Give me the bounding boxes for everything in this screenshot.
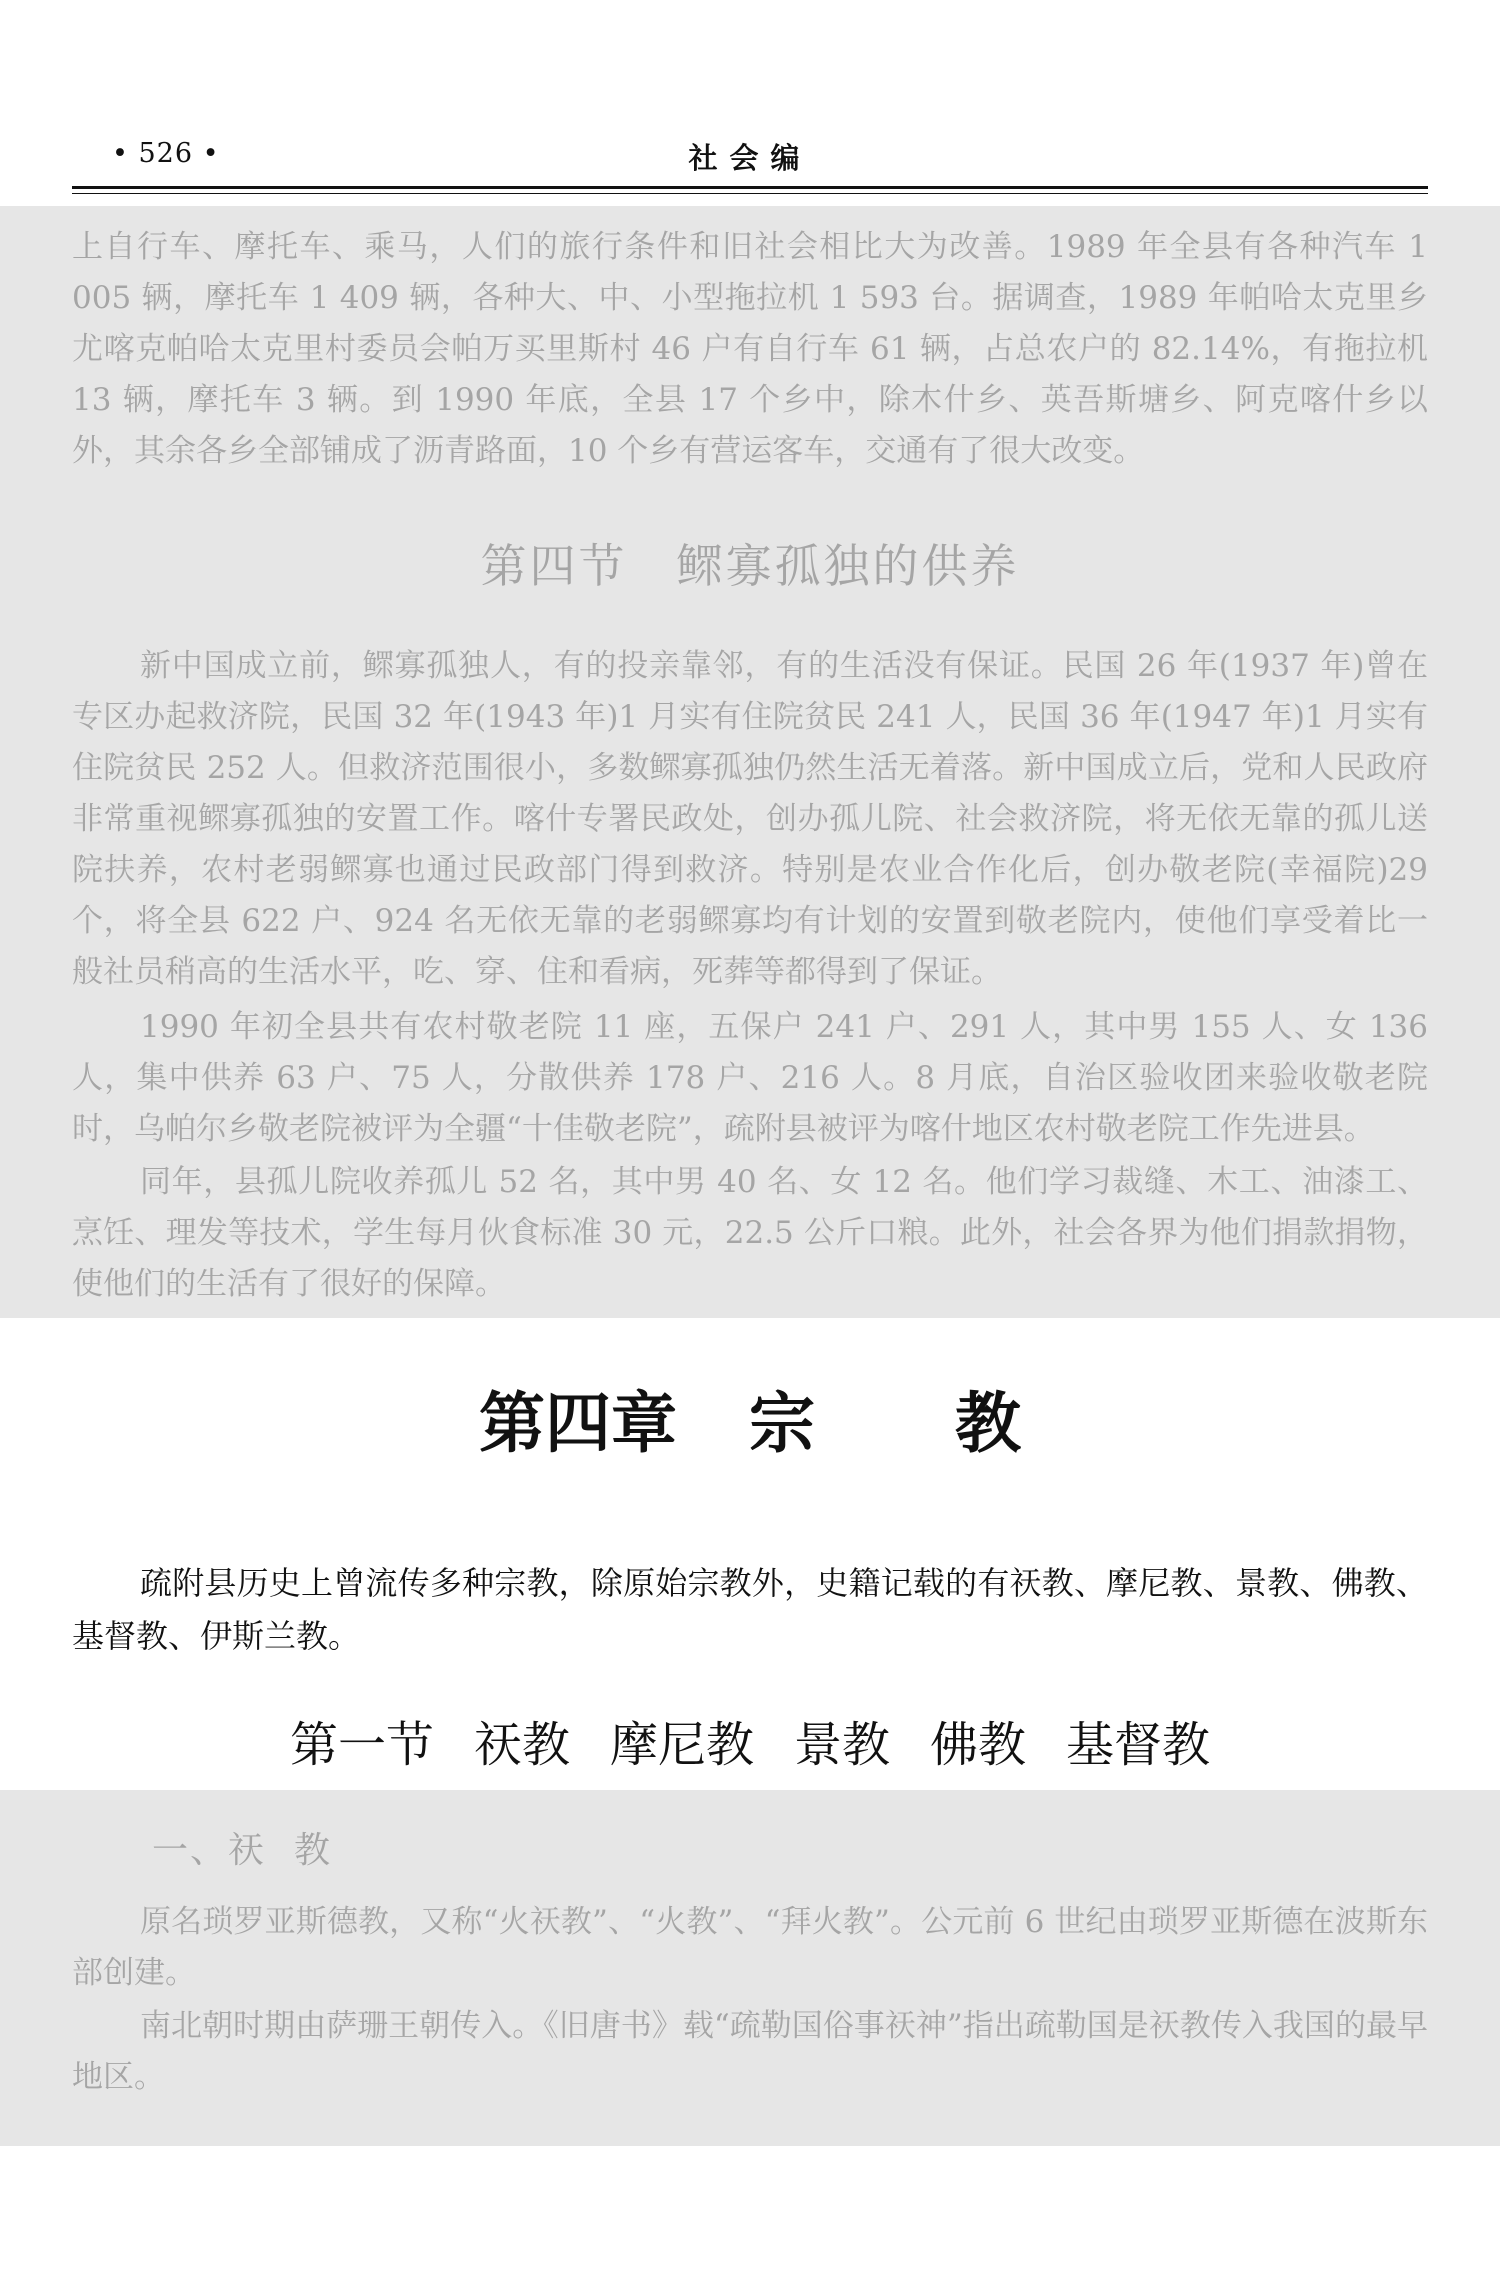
section-1-topic-manichaeism: 摩尼教 <box>609 1717 754 1773</box>
subsection-title-part-1: 一、祆 <box>152 1830 267 1871</box>
subsection-title-part-2: 教 <box>294 1830 333 1871</box>
subsection-paragraph-1: 原名琐罗亚斯德教，又称“火祆教”、“火教”、“拜火教”。公元前 6 世纪由琐罗亚斯德在波斯东部创建。 <box>72 1904 1428 1991</box>
subsection-title <box>152 1822 332 1873</box>
chapter-number: 第四章 <box>479 1385 677 1462</box>
section-1-topic-zoroastrianism: 祆教 <box>473 1717 570 1773</box>
header-rule-thick <box>72 186 1428 189</box>
header-rule-thin <box>72 193 1428 194</box>
page-number: • 526 • <box>112 138 220 169</box>
section-4-paragraph-2: 1990 年初全县共有农村敬老院 11 座，五保户 241 户、291 人，其中男 155 人、女 136 人，集中供养 63 户、75 人，分散供养 178 户、216 人。8 月底，自治区验收团来验收敬老院时，乌帕尔乡敬老院被评为全疆“十佳敬老院”，疏附县被评为喀什地区农村敬老院工作先进县。 <box>72 1009 1428 1147</box>
section-1-topic-buddhism: 佛教 <box>930 1717 1027 1773</box>
section-1-title <box>0 1706 1500 1775</box>
section-4-paragraph-1: 新中国成立前，鳏寡孤独人，有的投亲靠邻，有的生活没有保证。民国 26 年(1937 年)曾在专区办起救济院，民国 32 年(1943 年)1 月实有住院贫民 241 人，民国 36 年(1947 年)1 月实有住院贫民 252 人。但救济范围很小，多数鳏寡孤独仍然生活无着落。新中国成立后，党和人民政府非常重视鳏寡孤独的安置工作。喀什专署民政处，创办孤儿院、社会救济院，将无依无靠的孤儿送院扶养，农村老弱鳏寡也通过民政部门得到救济。特别是农业合作化后，创办敬老院(幸福院)29 个，将全县 622 户、924 名无依无靠的老弱鳏寡均有计划的安置到敬老院内，使他们享受着比一般社员稍高的生活水平，吃、穿、住和看病，死葬等都得到了保证。 <box>72 648 1428 990</box>
section-1-topic-nestorianism: 景教 <box>794 1717 891 1773</box>
section-4-paragraph-3: 同年，县孤儿院收养孤儿 52 名，其中男 40 名、女 12 名。他们学习裁缝、木工、油漆工、烹饪、理发等技术，学生每月伙食标准 30 元，22.5 公斤口粮。此外，社会各界为他们捐款捐物，使他们的生活有了很好的保障。 <box>72 1164 1428 1302</box>
subsection-paragraph-2: 南北朝时期由萨珊王朝传入。《旧唐书》载“疏勒国俗事祆神”指出疏勒国是祆教传入我国的最早地区。 <box>72 2008 1428 2095</box>
chapter-title-char-2: 教 <box>955 1385 1021 1462</box>
chapter-title <box>0 1370 1500 1465</box>
section-1-number: 第一节 <box>289 1717 434 1773</box>
page-header <box>72 132 1428 182</box>
section-4-title: 第四节 鳏寡孤独的供养 <box>480 539 1020 593</box>
section-1-topic-christianity: 基督教 <box>1066 1717 1211 1773</box>
book-part-title: 社会编 <box>688 141 812 175</box>
transport-paragraph: 上自行车、摩托车、乘马，人们的旅行条件和旧社会相比大为改善。1989 年全县有各种汽车 1 005 辆，摩托车 1 409 辆，各种大、中、小型拖拉机 1 593 台。据调查，1989 年帕哈太克里乡尤喀克帕哈太克里村委员会帕万买里斯村 46 户有自行车 61 辆，占总农户的 82.14%，有拖拉机 13 辆，摩托车 3 辆。到 1990 年底，全县 17 个乡中，除木什乡、英吾斯塘乡、阿克喀什乡以外，其余各乡全部铺成了沥青路面，10 个乡有营运客车，交通有了很大改变。 <box>72 229 1428 469</box>
chapter-title-char-1: 宗 <box>749 1385 815 1462</box>
chapter-intro: 疏附县历史上曾流传多种宗教，除原始宗教外，史籍记载的有祆教、摩尼教、景教、佛教、基督教、伊斯兰教。 <box>72 1564 1428 1655</box>
